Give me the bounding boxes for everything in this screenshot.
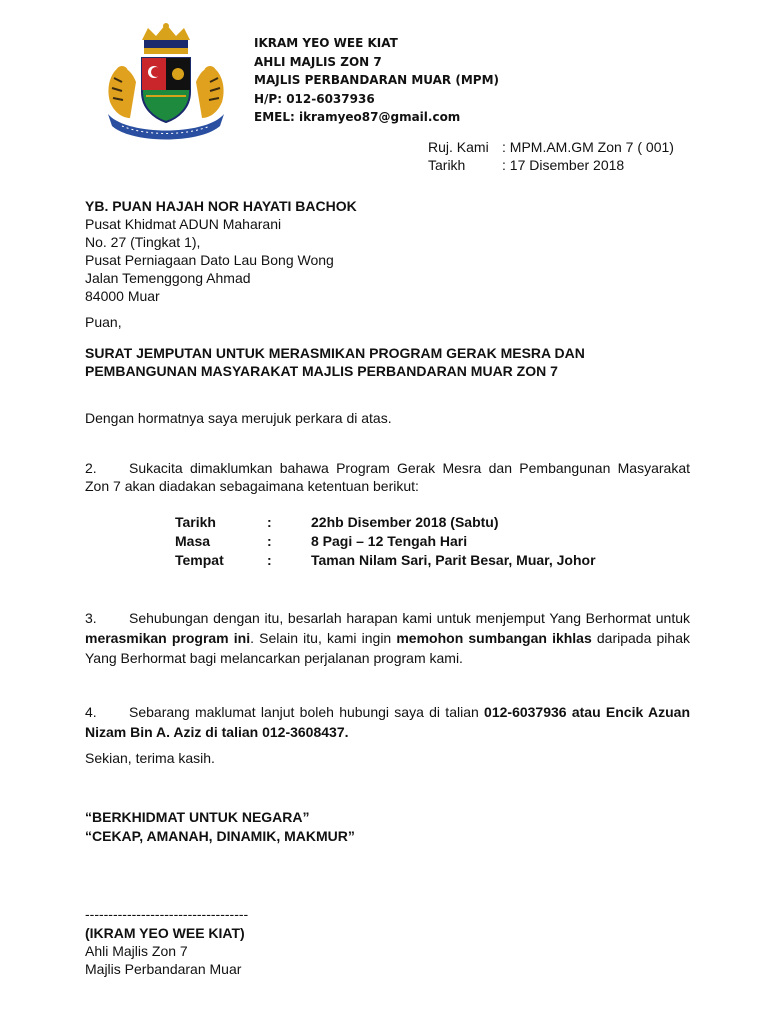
salutation: Puan, xyxy=(85,314,122,330)
schedule-row-date xyxy=(175,513,596,532)
recipient-line: No. 27 (Tingkat 1), xyxy=(85,234,201,250)
event-schedule xyxy=(175,513,596,570)
paragraph-number: 3. xyxy=(85,610,97,626)
signature-line: ----------------------------------- xyxy=(85,906,249,922)
paragraph-3 xyxy=(85,608,690,668)
sender-header xyxy=(254,34,499,127)
sender-phone: H/P: 012-6037936 xyxy=(254,91,375,106)
paragraph-2 xyxy=(85,459,690,495)
sender-position: AHLI MAJLIS ZON 7 xyxy=(254,54,382,69)
shield-icon xyxy=(142,58,190,122)
schedule-label: Tempat xyxy=(175,552,224,568)
recipient-line: Pusat Perniagaan Dato Lau Bong Wong xyxy=(85,252,334,268)
reference-label: Ruj. Kami xyxy=(428,139,489,155)
paragraph-text: Sehubungan dengan itu, besarlah harapan kami untuk menjemput Yang Berhormat untuk xyxy=(129,610,690,626)
motto-line-2: “CEKAP, AMANAH, DINAMIK, MAKMUR” xyxy=(85,828,355,844)
paragraph-emphasis: memohon sumbangan ikhlas xyxy=(396,630,592,646)
paragraph-text: Sukacita dimaklumkan bahawa Program Gerak Mesra dan Pembangunan Masyarakat Zon 7 akan diadakan sebagaimana ketentuan berikut: xyxy=(85,460,690,494)
date-label: Tarikh xyxy=(428,157,466,173)
signatory-organisation: Majlis Perbandaran Muar xyxy=(85,961,242,977)
council-crest-logo xyxy=(96,22,236,140)
reference-value: : MPM.AM.GM Zon 7 ( 001) xyxy=(502,139,674,155)
schedule-separator: : xyxy=(267,514,272,530)
paragraph-1: Dengan hormatnya saya merujuk perkara di atas. xyxy=(85,410,392,426)
schedule-value: 22hb Disember 2018 (Sabtu) xyxy=(311,514,499,530)
recipient-line: Jalan Temenggong Ahmad xyxy=(85,270,251,286)
schedule-row-time xyxy=(175,532,596,551)
schedule-label: Tarikh xyxy=(175,514,216,530)
paragraph-text: Sebarang maklumat lanjut boleh hubungi saya di talian xyxy=(129,704,485,720)
recipient-line: Pusat Khidmat ADUN Maharani xyxy=(85,216,282,232)
schedule-separator: : xyxy=(267,552,272,568)
tiger-right-icon xyxy=(196,66,224,118)
sender-council: MAJLIS PERBANDARAN MUAR (MPM) xyxy=(254,73,499,87)
recipient-line: 84000 Muar xyxy=(85,288,160,304)
signatory-title: Ahli Majlis Zon 7 xyxy=(85,943,188,959)
paragraph-number: 2. xyxy=(85,460,97,476)
recipient-address xyxy=(85,197,690,305)
tiger-left-icon xyxy=(108,66,136,118)
schedule-separator: : xyxy=(267,533,272,549)
reference-block xyxy=(428,138,674,174)
schedule-row-venue xyxy=(175,551,596,570)
sender-email: EMEL: ikramyeo87@gmail.com xyxy=(254,110,461,124)
paragraph-4 xyxy=(85,702,690,742)
signatory-name: (IKRAM YEO WEE KIAT) xyxy=(85,925,245,941)
letter-subject: SURAT JEMPUTAN UNTUK MERASMIKAN PROGRAM GERAK MESRA DAN PEMBANGUNAN MASYARAKAT MAJLIS PERBANDARAN MUAR ZON 7 xyxy=(85,345,585,379)
schedule-label: Masa xyxy=(175,533,211,549)
signature-block xyxy=(85,907,690,978)
paragraph-text: . Selain itu, kami ingin xyxy=(250,630,397,646)
paragraph-text: daripada pihak Yang Berhormat bagi melancarkan perjalanan program kami. xyxy=(85,630,690,666)
schedule-value: Taman Nilam Sari, Parit Besar, Muar, Johor xyxy=(311,552,596,568)
crown-icon xyxy=(142,23,190,54)
closing-line: Sekian, terima kasih. xyxy=(85,750,215,766)
schedule-value: 8 Pagi – 12 Tengah Hari xyxy=(311,533,468,549)
motto-line-1: “BERKHIDMAT UNTUK NEGARA” xyxy=(85,809,310,825)
paragraph-emphasis: 012-6037936 atau Encik Azuan Nizam Bin A. Aziz di talian 012-3608437. xyxy=(85,704,690,740)
recipient-name: YB. PUAN HAJAH NOR HAYATI BACHOK xyxy=(85,198,357,214)
sender-name: IKRAM YEO WEE KIAT xyxy=(254,36,398,50)
paragraph-number: 4. xyxy=(85,704,97,720)
date-value: : 17 Disember 2018 xyxy=(502,157,625,173)
paragraph-emphasis: merasmikan program ini xyxy=(85,630,251,646)
